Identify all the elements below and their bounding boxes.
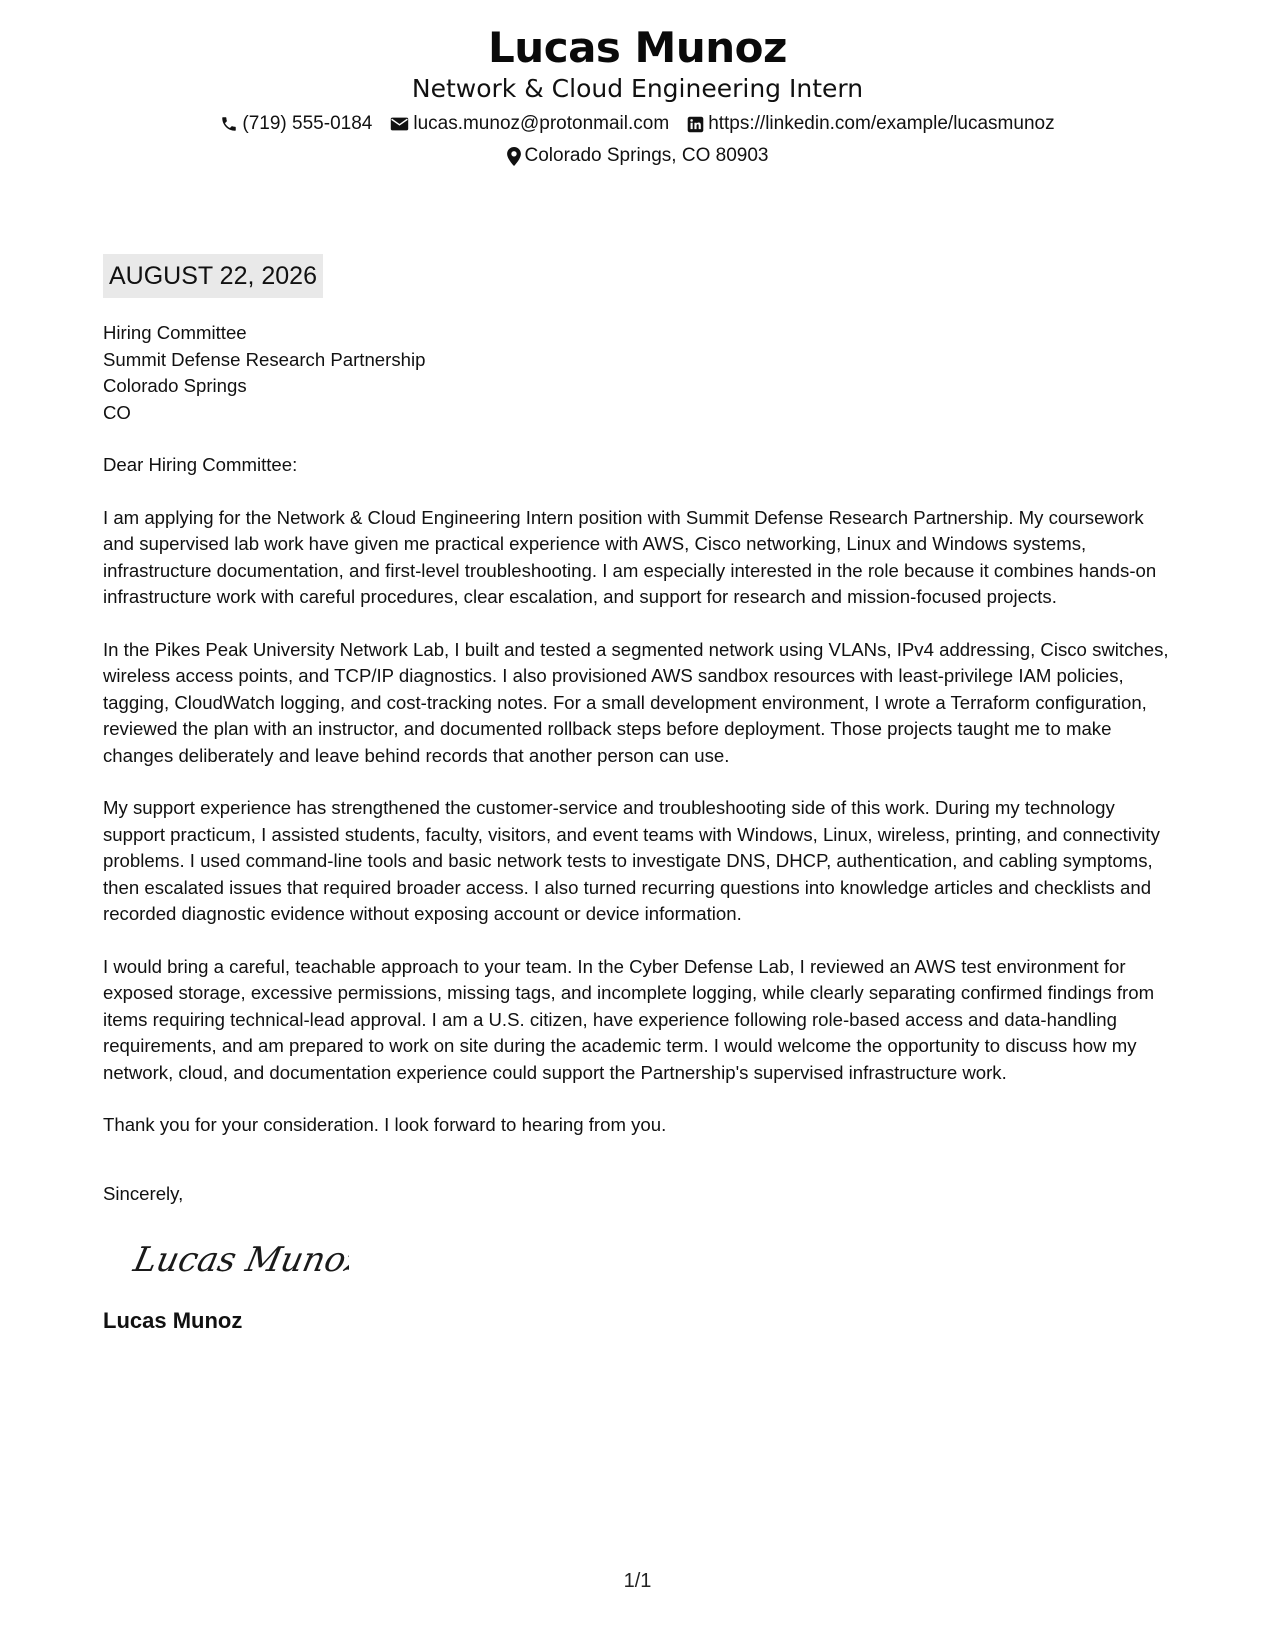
page-number: 1/1	[623, 1570, 652, 1592]
paragraph-support-experience: My support experience has strengthened the customer-service and troubleshooting side of this work. During my technology support practicum, I assisted students, faculty, visitors, and event teams with Windows, Linux, wireless, printing, and connectivity problems. I used command-line tools and basic network tests to investigate DNS, DHCP, authentication, and cabling symptoms, then escalated issues that required broader access. I also turned recurring questions into knowledge articles and checklists and recorded diagnostic evidence without exposing account or device information.	[103, 797, 1160, 924]
location-row	[0, 144, 1275, 168]
paragraph-intro: I am applying for the Network & Cloud Engineering Intern position with Summit Defense Research Partnership. My coursework and supervised lab work have given me practical experience with AWS, Cisco networking, Linux and Windows systems, infrastructure documentation, and first-level troubleshooting. I am especially interested in the role because it combines hands-on infrastructure work with careful procedures, clear escalation, and support for research and mission-focused projects.	[103, 506, 1157, 607]
closing-line: Thank you for your consideration. I look forward to hearing from you.	[103, 1114, 667, 1135]
paragraph-network-lab: In the Pikes Peak University Network Lab, I built and tested a segmented network using VLANs, IPv4 addressing, Cisco switches, wireless access points, and TCP/IP diagnostics. I also provisioned AWS sandbox resources with least-privilege IAM policies, tagging, CloudWatch logging, and cost-tracking notes. For a small development environment, I wrote a Terraform configuration, reviewed the plan with an instructor, and documented rollback steps before deployment. Those projects taught me to make changes deliberately and leave behind records that another person can use.	[103, 638, 1169, 766]
sign-off: Sincerely,	[103, 1182, 184, 1204]
recipient-block	[103, 320, 1178, 426]
paragraph-approach: I would bring a careful, teachable approach to your team. In the Cyber Defense Lab, I reviewed an AWS test environment for exposed storage, excessive permissions, missing tags, and incomplete logging, while clearly separating confirmed findings from items requiring technical-lead approval. I am a U.S. citizen, have experience following role-based access and data-handling requirements, and am prepared to work on site during the academic term. I would welcome the opportunity to discuss how my network, cloud, and documentation experience could support the Partnership's supervised infrastructure work.	[103, 955, 1155, 1083]
map-pin-icon	[507, 147, 521, 166]
applicant-name: Lucas Munoz	[488, 23, 787, 72]
letter-body	[103, 320, 1178, 1335]
location-contact	[507, 144, 769, 168]
phone-contact[interactable]	[220, 112, 372, 136]
location-text: Colorado Springs, CO 80903	[524, 145, 769, 166]
recipient-line: Hiring Committee	[103, 322, 247, 343]
recipient-line: CO	[103, 401, 131, 423]
email-address: lucas.munoz@protonmail.com	[413, 113, 670, 134]
letterhead	[0, 22, 1275, 168]
signature-text: Lucas Munoz	[130, 1240, 349, 1280]
letter-date: AUGUST 22, 2026	[103, 254, 323, 298]
recipient-line: Colorado Springs	[103, 375, 247, 396]
applicant-title: Network & Cloud Engineering Intern	[411, 74, 864, 103]
phone-icon	[220, 115, 238, 133]
signer-name: Lucas Munoz	[103, 1307, 243, 1333]
email-contact[interactable]	[390, 112, 669, 136]
recipient-line: Summit Defense Research Partnership	[103, 348, 426, 370]
phone-number: (719) 555-0184	[242, 113, 373, 134]
salutation: Dear Hiring Committee:	[103, 454, 298, 475]
linkedin-url: https://linkedin.com/example/lucasmunoz	[708, 113, 1055, 134]
contact-row	[0, 112, 1275, 136]
linkedin-contact[interactable]	[687, 112, 1054, 136]
linkedin-icon	[687, 116, 704, 133]
envelope-icon	[390, 116, 409, 132]
handwritten-signature	[129, 1229, 349, 1289]
